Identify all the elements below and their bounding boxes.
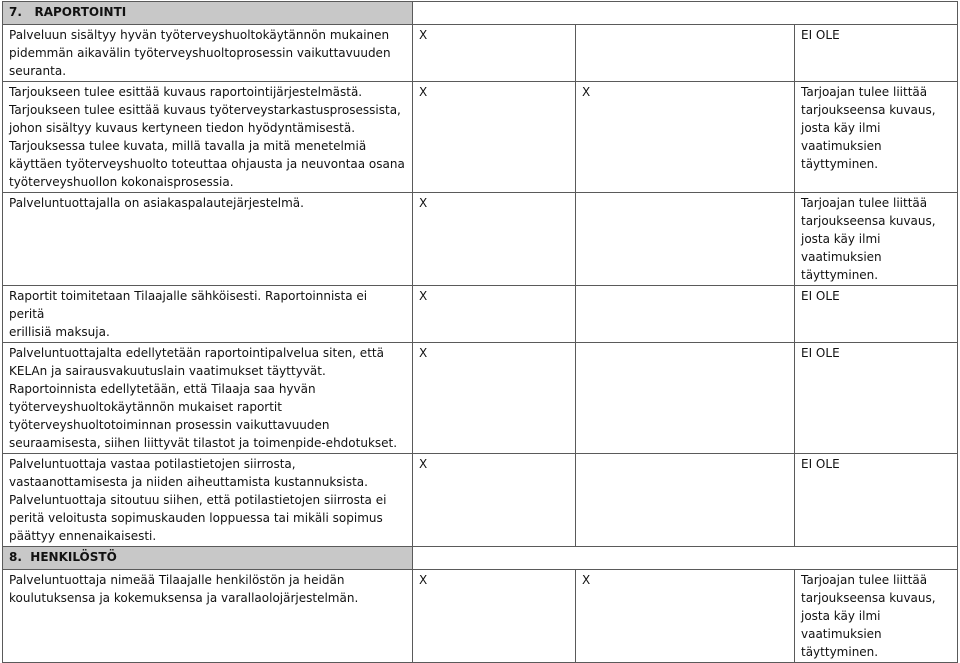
requirement-text-line: Tarjoukseen tulee esittää kuvaus raportointijärjestelmästä. <box>9 85 363 99</box>
note-cell-line: josta käy ilmi <box>801 121 881 135</box>
note-cell-line: Tarjoajan tulee liittää <box>801 573 928 587</box>
note-cell-line: täyttyminen. <box>801 268 879 282</box>
requirement-text-line: Palveluntuottajalla on asiakaspalautejärjestelmä. <box>9 196 304 210</box>
requirement-text-line: Palveluntuottajalta edellytetään raportointipalvelua siten, että <box>9 346 384 360</box>
requirement-text <box>3 343 413 454</box>
requirement-text-line: peritä veloitusta sopimuskauden loppuessa tai mikäli sopimus <box>9 511 383 525</box>
requirement-text-line: Tarjouksessa tulee kuvata, millä tavalla ja mitä menetelmiä <box>9 139 367 153</box>
requirement-row <box>3 454 958 547</box>
requirement-text-line: työterveyshuollon kokonaisprosessia. <box>9 175 234 189</box>
requirement-row <box>3 25 958 82</box>
requirement-row <box>3 82 958 193</box>
requirement-text-line: työterveyshuoltokäytännön mukaiset raportit <box>9 400 282 414</box>
note-cell-line: täyttyminen. <box>801 645 879 659</box>
section-blank <box>413 547 958 570</box>
mark-cell-1: X <box>413 570 576 663</box>
section-number: 8. <box>9 550 22 564</box>
requirement-row <box>3 570 958 663</box>
mark-cell-1: X <box>413 82 576 193</box>
requirement-text-line: Palveluun sisältyy hyvän työterveyshuoltokäytännön mukainen <box>9 28 390 42</box>
note-cell-line: josta käy ilmi <box>801 232 881 246</box>
note-cell-line: vaatimuksien <box>801 627 882 641</box>
requirement-text-line: Palveluntuottaja nimeää Tilaajalle henkilöstön ja heidän <box>9 573 345 587</box>
mark-cell-2 <box>576 454 795 547</box>
requirement-text <box>3 454 413 547</box>
requirement-row <box>3 286 958 343</box>
note-cell <box>795 454 958 547</box>
mark-cell-1: X <box>413 25 576 82</box>
requirement-text-line: erillisiä maksuja. <box>9 325 110 339</box>
requirement-text-line: Tarjoukseen tulee esittää kuvaus työterveystarkastusprosessista, <box>9 103 401 117</box>
requirement-text <box>3 25 413 82</box>
note-cell <box>795 82 958 193</box>
note-cell-line: EI OLE <box>801 289 840 303</box>
note-cell-line: EI OLE <box>801 346 840 360</box>
section-title: HENKILÖSTÖ <box>30 550 117 564</box>
note-cell-line: täyttyminen. <box>801 157 879 171</box>
note-cell-line: tarjoukseensa kuvaus, <box>801 214 936 228</box>
mark-cell-2 <box>576 286 795 343</box>
note-cell-line: tarjoukseensa kuvaus, <box>801 591 936 605</box>
requirement-text-line: käyttäen työterveyshuolto toteuttaa ohjausta ja neuvontaa osana <box>9 157 405 171</box>
section-number: 7. <box>9 5 22 19</box>
mark-cell-2: X <box>576 570 795 663</box>
note-cell-line: Tarjoajan tulee liittää <box>801 196 928 210</box>
requirement-text-line: Palveluntuottaja vastaa potilastietojen siirrosta, <box>9 457 296 471</box>
section-blank <box>413 2 958 25</box>
section-header <box>3 2 413 25</box>
section-title: RAPORTOINTI <box>34 5 127 19</box>
section-header <box>3 547 413 570</box>
section-row-raportointi <box>3 2 958 25</box>
note-cell <box>795 570 958 663</box>
mark-cell-1: X <box>413 286 576 343</box>
requirement-text-line: johon sisältyy kuvaus kertyneen tiedon hyödyntämisestä. <box>9 121 356 135</box>
note-cell-line: josta käy ilmi <box>801 609 881 623</box>
note-cell <box>795 343 958 454</box>
note-cell <box>795 25 958 82</box>
requirement-text-line: Raportoinnista edellytetään, että Tilaaja saa hyvän <box>9 382 316 396</box>
requirement-text-line: päättyy ennenaikaisesti. <box>9 529 157 543</box>
note-cell-line: tarjoukseensa kuvaus, <box>801 103 936 117</box>
section-row-henkilosto <box>3 547 958 570</box>
requirement-text <box>3 82 413 193</box>
requirement-text-line: koulutuksensa ja kokemuksensa ja varallaolojärjestelmän. <box>9 591 359 605</box>
requirement-text-line: seuranta. <box>9 64 67 78</box>
requirement-text-line: seuraamisesta, siihen liittyvät tilastot ja toimenpide-ehdotukset. <box>9 436 398 450</box>
requirement-text <box>3 286 413 343</box>
requirement-row <box>3 343 958 454</box>
requirement-text <box>3 570 413 663</box>
note-cell-line: EI OLE <box>801 28 840 42</box>
mark-cell-2: X <box>576 82 795 193</box>
mark-cell-1: X <box>413 454 576 547</box>
note-cell <box>795 286 958 343</box>
mark-cell-2 <box>576 25 795 82</box>
requirement-row <box>3 193 958 286</box>
note-cell-line: Tarjoajan tulee liittää <box>801 85 928 99</box>
mark-cell-1: X <box>413 193 576 286</box>
note-cell-line: vaatimuksien <box>801 250 882 264</box>
note-cell-line: vaatimuksien <box>801 139 882 153</box>
requirement-text-line: KELAn ja sairausvakuutuslain vaatimukset täyttyvät. <box>9 364 326 378</box>
requirement-text-line: pidemmän aikavälin työterveyshuoltoprosessin vaikuttavuuden <box>9 46 391 60</box>
requirements-table <box>2 1 958 663</box>
requirement-text-line: Raportit toimitetaan Tilaajalle sähköisesti. Raportoinnista ei peritä <box>9 289 368 321</box>
note-cell-line: EI OLE <box>801 457 840 471</box>
requirement-text <box>3 193 413 286</box>
mark-cell-2 <box>576 193 795 286</box>
mark-cell-2 <box>576 343 795 454</box>
requirement-text-line: työterveyshuoltotoiminnan prosessin vaikuttavuuden <box>9 418 330 432</box>
note-cell <box>795 193 958 286</box>
requirement-text-line: Palveluntuottaja sitoutuu siihen, että potilastietojen siirrosta ei <box>9 493 387 507</box>
requirement-text-line: vastaanottamisesta ja niiden aiheuttamista kustannuksista. <box>9 475 368 489</box>
mark-cell-1: X <box>413 343 576 454</box>
